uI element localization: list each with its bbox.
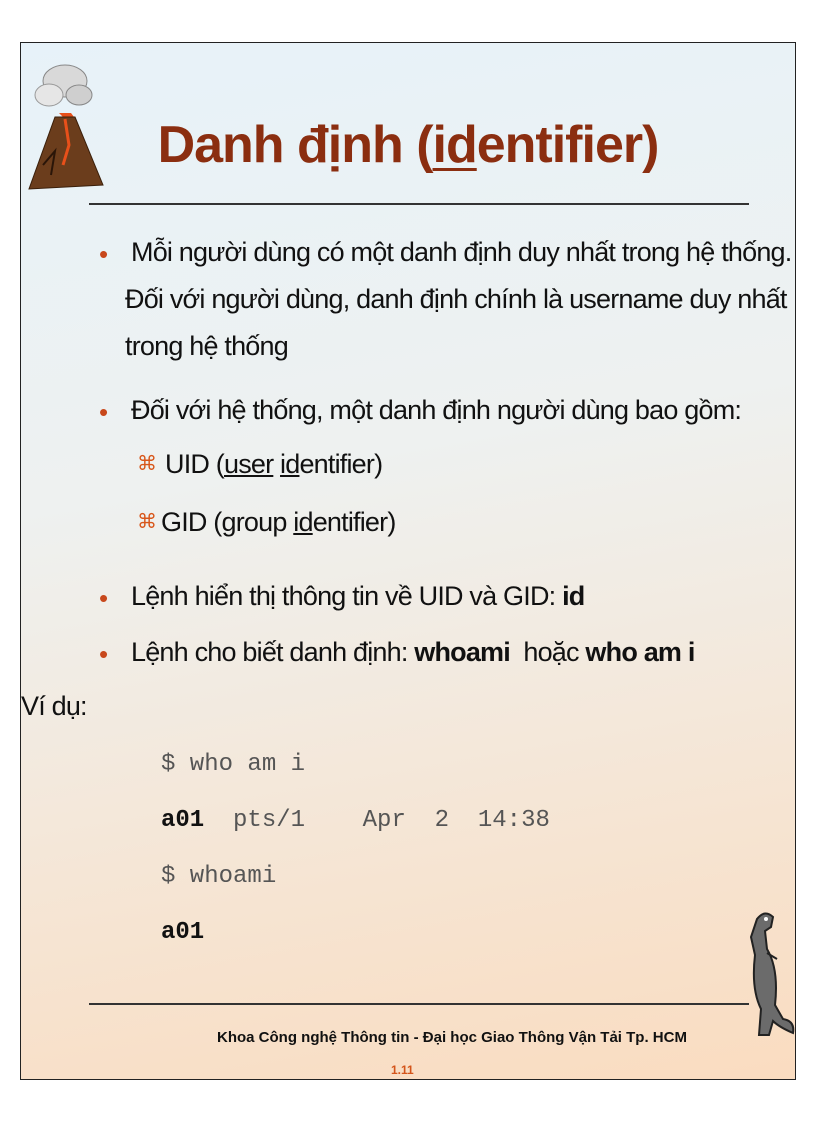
bullet-text-line: Đối với người dùng, danh định chính là username duy nhất — [125, 284, 787, 314]
bullet-dot: • — [99, 239, 109, 269]
title-divider — [89, 203, 749, 205]
bullet-dot: • — [99, 639, 109, 669]
slide — [20, 42, 796, 1080]
sub-item-uid: UID (user identifier) — [165, 449, 383, 479]
bullet-text: Đối với hệ thống, một danh định người dùng bao gồm: — [131, 395, 742, 425]
bullet-dot: • — [99, 583, 109, 613]
bullet-dot: • — [99, 397, 109, 427]
terminal-line: a01 pts/1 Apr 2 14:38 — [161, 807, 550, 834]
page-number: 1.11 — [391, 1063, 414, 1077]
command-key-icon: ⌘ — [137, 511, 157, 533]
footer-divider — [89, 1003, 749, 1005]
bullet-text-line: trong hệ thống — [125, 331, 288, 361]
cmd-bullet-id: Lệnh hiển thị thông tin về UID và GID: id — [131, 581, 585, 611]
dinosaur-icon — [739, 909, 796, 1039]
sub-item-gid: GID (group identifier) — [161, 507, 396, 537]
command-key-icon: ⌘ — [137, 453, 157, 475]
slide-title: Danh định (identifier) — [157, 116, 659, 174]
cmd-bullet-whoami: Lệnh cho biết danh định: whoami hoặc who am i — [131, 637, 695, 667]
footer-text: Khoa Công nghệ Thông tin - Đại học Giao Thông Vận Tải Tp. HCM — [217, 1029, 687, 1046]
terminal-line: $ whoami — [161, 863, 277, 890]
example-label: Ví dụ: — [21, 691, 87, 721]
terminal-line: $ who am i — [161, 751, 306, 778]
bullet-text-line: Mỗi người dùng có một danh định duy nhất trong hệ thống. — [131, 237, 792, 267]
terminal-line: a01 — [161, 919, 205, 946]
